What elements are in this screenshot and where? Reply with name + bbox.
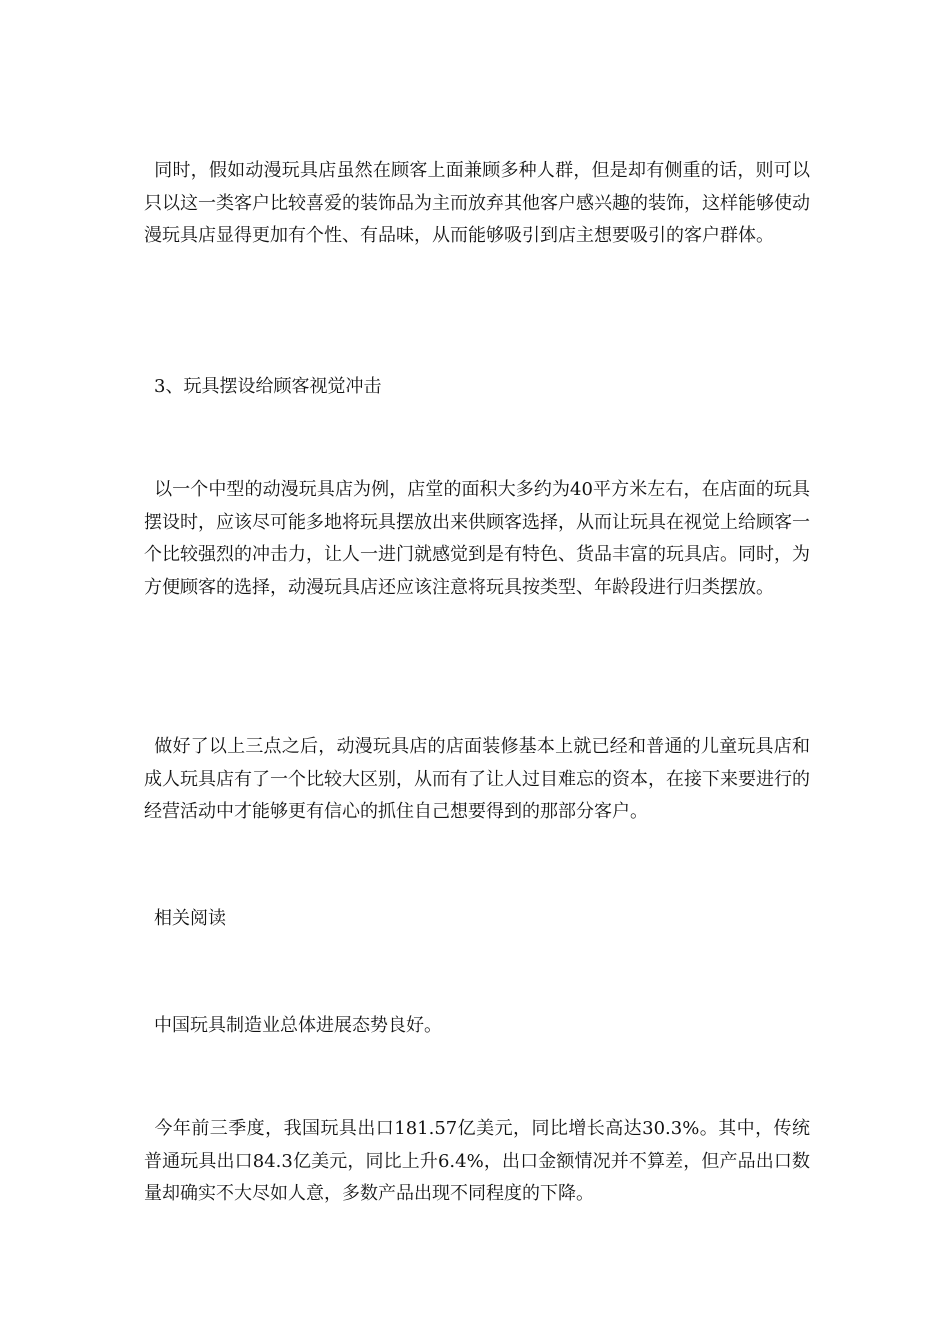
section-heading-toy-display <box>144 371 810 404</box>
paragraph-text: 同时，假如动漫玩具店虽然在顾客上面兼顾多种人群，但是却有侧重的话，则可以只以这一类客户比较喜爱的装饰品为主而放弃其他客户感兴趣的装饰，这样能够使动漫玩具店显得更加有个性、有品味，从而能够吸引到店主想要吸引的客户群体。 <box>144 160 810 246</box>
paragraph-industry-status <box>144 1010 810 1043</box>
paragraph-text: 今年前三季度，我国玩具出口181.57亿美元，同比增长高达30.3%。其中，传统普通玩具出口84.3亿美元，同比上升6.4%，出口金额情况并不算差，但产品出口数量却确实不大尽如人意，多数产品出现不同程度的下降。 <box>144 1118 810 1204</box>
heading-text: 3、玩具摆设给顾客视觉冲击 <box>154 376 382 397</box>
paragraph-toy-display <box>144 474 810 604</box>
paragraph-text: 以一个中型的动漫玩具店为例，店堂的面积大多约为40平方米左右，在店面的玩具摆设时，应该尽可能多地将玩具摆放出来供顾客选择，从而让玩具在视觉上给顾客一个比较强烈的冲击力，让人一进门就感觉到是有特色、货品丰富的玩具店。同时，为方便顾客的选择，动漫玩具店还应该注意将玩具按类型、年龄段进行归类摆放。 <box>144 479 810 598</box>
heading-text: 相关阅读 <box>154 908 226 929</box>
paragraph-decoration-focus <box>144 155 810 253</box>
paragraph-conclusion <box>144 731 810 829</box>
paragraph-text: 中国玩具制造业总体进展态势良好。 <box>154 1015 442 1036</box>
related-reading-heading <box>144 903 810 936</box>
paragraph-export-statistics <box>144 1113 810 1211</box>
paragraph-text: 做好了以上三点之后，动漫玩具店的店面装修基本上就已经和普通的儿童玩具店和成人玩具店有了一个比较大区别，从而有了让人过目难忘的资本，在接下来要进行的经营活动中才能够更有信心的抓住自己想要得到的那部分客户。 <box>144 736 810 822</box>
